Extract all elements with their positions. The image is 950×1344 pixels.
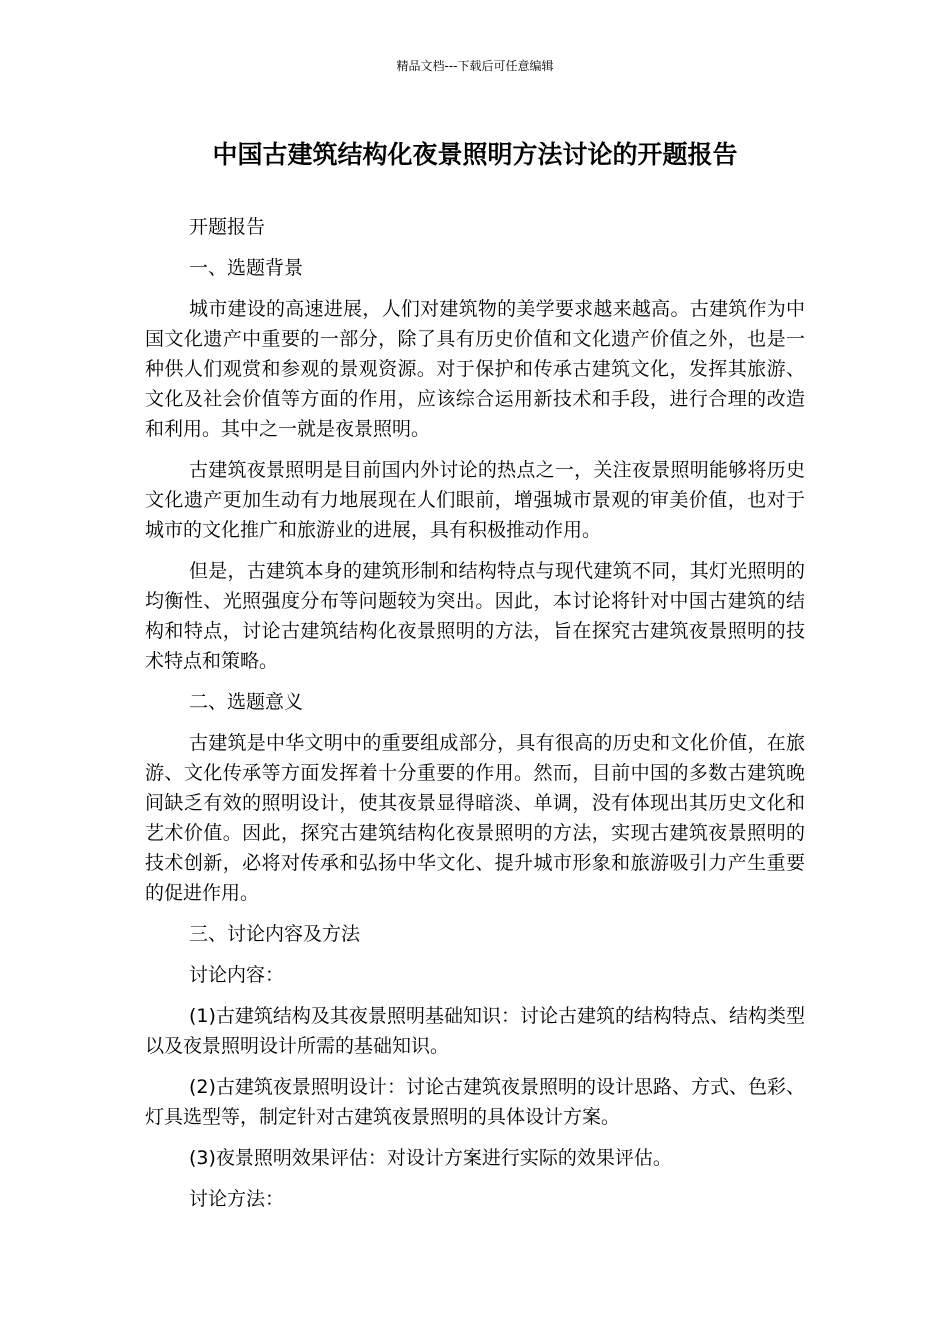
content-item-3: (3)夜景照明效果评估：对设计方案进行实际的效果评估。: [189, 1147, 672, 1169]
content-item-2: (2)古建筑夜景照明设计：讨论古建筑夜景照明的设计思路、方式、色彩、灯具选型等，制定针对古建筑夜景照明的具体设计方案。: [145, 1076, 805, 1128]
paragraph-significance: 古建筑是中华文明中的重要组成部分，具有很高的历史和文化价值，在旅游、文化传承等方面发挥着十分重要的作用。然而，目前中国的多数古建筑晚间缺乏有效的照明设计，使其夜景显得暗淡、单调，没有体现出其历史文化和艺术价值。因此，探究古建筑结构化夜景照明的方法，实现古建筑夜景照明的技术创新，必将对传承和弘扬中华文化、提升城市形象和旅游吸引力产生重要的促进作用。: [145, 732, 805, 904]
subheading-method: 讨论方法：: [189, 1188, 285, 1210]
header-note: 精品文档---下载后可任意编辑: [396, 59, 554, 73]
section-heading-background: 一、选题背景: [189, 257, 304, 279]
content-item-1: (1)古建筑结构及其夜景照明基础知识：讨论古建筑的结构特点、结构类型以及夜景照明设计所需的基础知识。: [145, 1005, 805, 1057]
paragraph-background-2: 古建筑夜景照明是目前国内外讨论的热点之一，关注夜景照明能够将历史文化遗产更加生动有力地展现在人们眼前，增强城市景观的审美价值，也对于城市的文化推广和旅游业的进展，具有积极推动作用。: [145, 459, 805, 541]
section-label-report: 开题报告: [189, 216, 266, 238]
paragraph-background-3: 但是，古建筑本身的建筑形制和结构特点与现代建筑不同，其灯光照明的均衡性、光照强度分布等问题较为突出。因此，本讨论将针对中国古建筑的结构和特点，讨论古建筑结构化夜景照明的方法，旨在探究古建筑夜景照明的技术特点和策略。: [145, 560, 805, 672]
section-heading-content-method: 三、讨论内容及方法: [189, 923, 361, 945]
page-title: 中国古建筑结构化夜景照明方法讨论的开题报告: [212, 140, 738, 169]
section-heading-significance: 二、选题意义: [189, 691, 304, 713]
subheading-content: 讨论内容：: [189, 964, 285, 986]
paragraph-background-1: 城市建设的高速进展，人们对建筑物的美学要求越来越高。古建筑作为中国文化遗产中重要的一部分，除了具有历史价值和文化遗产价值之外，也是一种供人们观赏和参观的景观资源。对于保护和传承古建筑文化，发挥其旅游、文化及社会价值等方面的作用，应该综合运用新技术和手段，进行合理的改造和利用。其中之一就是夜景照明。: [145, 298, 805, 440]
document-body: [145, 212, 805, 1225]
